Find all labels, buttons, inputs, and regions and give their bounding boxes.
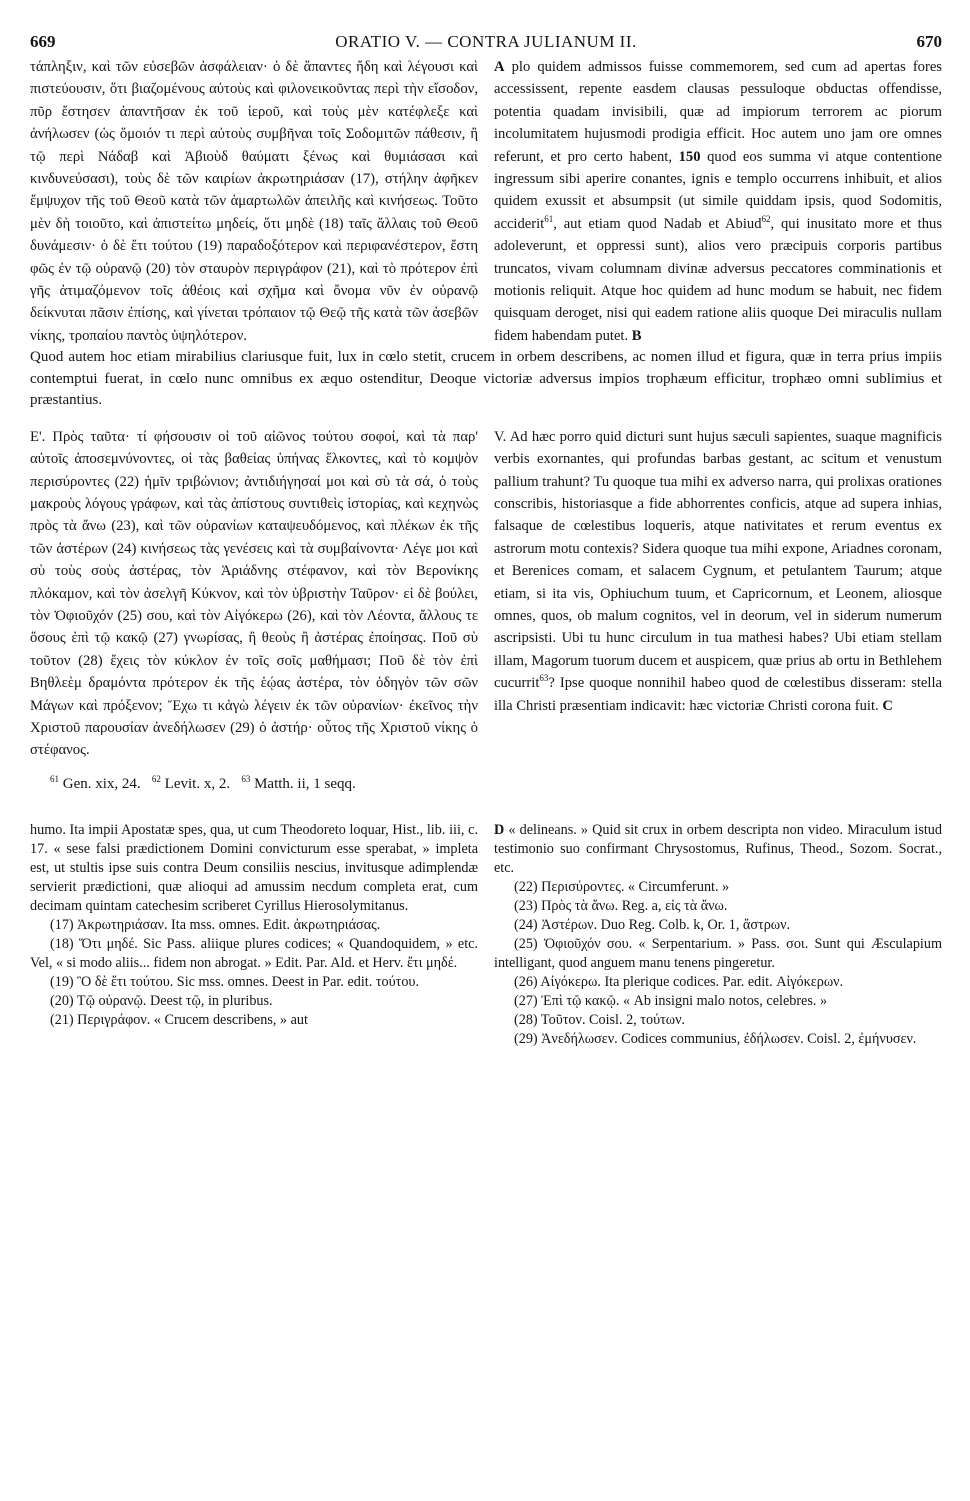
latin-text-1-part-1: plo quidem admissos fuisse commemorem, sed cum ad apertas fores accessissent, repente easdem clausas pessuloque obductas offendisse, potentia quadam invisibili, quæ ad impiorum terrorem ac piorum incolumitatem hujusmodi prodigia efficit. Hoc autem uno jam ore omnes referunt, et pro certo habent, [494, 59, 942, 165]
ref-text-62: Levit. x, 2. [164, 775, 231, 792]
note-paragraph: (26) Αἰγόκερω. Ita plerique codices. Par. edit. Αἰγόκερων. [514, 973, 844, 990]
page [30, 22, 942, 1049]
ref-text-63: Matth. ii, 1 seqq. [254, 775, 356, 792]
critical-notes [30, 821, 942, 1049]
note-text: « delineans. » Quid sit crux in orbem descripta non video. Miraculum istud testimonio suo confirmant Chrysostomus, Rufinus, Theod., Sozom. Socrat., etc. [494, 821, 942, 876]
section-2-columns [30, 426, 942, 762]
footnote-ref-63: 63 [539, 673, 549, 684]
note-paragraph: humo. Ita impii Apostatæ spes, qua, ut cum Theodoreto loquar, Hist., lib. iii, c. 17. « sese falsi prædictionem Domini convicturum esse sperabat, » impleta est, ut stultis ipse suis contra Deum consiliis nescius, invitusque adimplendæ servierit prædictioni, quæ alioqui ad amussim necdum completa erat, cum decimam quintam catechesim scriberet Cyrillus Hierosolymitanus. [30, 821, 478, 914]
greek-text-1: τάπληξιν, καὶ τῶν εὐσεβῶν ἀσφάλειαν· ὁ δὲ ἅπαντες ἤδη καὶ λέγουσι καὶ πιστεύουσιν, ὅτι βιαζομένους αὐτοὺς καὶ φιλονεικοῦντας περὶ τὴν εἴσοδον, πῦρ ἔστησεν ἀπαντῆσαν ἐκ τοῦ ἱεροῦ, καὶ τοὺς μὲν κατέφλεξε καὶ ἀνήλωσεν (ὡς ὅμοιόν τι περὶ αὐτοὺς συμβῆναι τοῖς Σοδομιτῶν πάθεσιν, ἢ τῷ περὶ Νάδαβ καὶ Ἀβιοὺδ θαύματι ξένως καὶ θυμιάσασι καὶ κινδυνεύσασι), τοὺς δὲ τῶν καιρίων ἀκρωτηριάσαν (17), στήλην ἀφῆκεν ἔμψυχον τῆς τοῦ Θεοῦ κατὰ τῶν ἁμαρτωλῶν ἀπειλῆς καὶ κινήσεως. Τοῦτο μὲν δὴ τοιοῦτο, καὶ ἀπιστείτω μηδείς, ὅτι μηδὲ (18) ταῖς ἄλλαις τοῦ Θεοῦ δυνάμεσιν· ὁ δὲ ἔτι τούτου (19) παραδοξότερον καὶ περιφανέστερον, ἔστη φῶς ἐν τῷ οὐρανῷ (20) τὸν σταυρὸν περιγράφον (21), καὶ τὸ πρότερον ἐπὶ γῆς ἀτιμαζόμενον τοῖς ἀθέοις καὶ σχῆμα καὶ ὄνομα νῦν ἐν οὐρανῷ δείκνυται πᾶσιν ἐπίσης, καὶ γίνεται τρόπαιον τῷ Θεῷ τῆς κατὰ τῶν ἀσεβῶν νίκης, τροπαίου παντὸς ὑψηλότερον. [30, 59, 478, 344]
note-paragraph: (23) Πρὸς τὰ ἄνω. Reg. a, εἰς τὰ ἄνω. [514, 897, 728, 914]
note-paragraph: (20) Τῷ οὐρανῷ. Deest τῷ, in pluribus. [50, 992, 273, 1009]
latin-text-1-part-3: , aut etiam quod Nadab et Abiud [553, 215, 762, 232]
margin-marker-a: A [494, 59, 505, 75]
footnote-ref-61: 61 [544, 213, 554, 224]
note-paragraph: (22) Περισύροντες. « Circumferunt. » [514, 878, 730, 895]
note-paragraph: (18) Ὅτι μηδέ. Sic Pass. aliique plures codices; « Quandoquidem, » etc. Vel, « si modo aliis... fidem non abrogat. » Edit. Par. Ald. et Herv. ἔτι μηδέ. [30, 935, 478, 971]
latin-text-1 [494, 56, 942, 347]
note-paragraph: (28) Τοῦτον. Coisl. 2, τούτων. [514, 1011, 686, 1028]
column-number-150: 150 [678, 148, 701, 165]
footnote-ref-62: 62 [761, 213, 771, 224]
note-paragraph: (29) Ἀνεδήλωσεν. Codices communius, ἐδήλωσεν. Coisl. 2, ἐμήνυσεν. [514, 1030, 917, 1047]
margin-marker-b: B [631, 327, 642, 344]
note-paragraph [494, 821, 942, 878]
running-header [30, 22, 942, 56]
note-paragraph: (25) Ὀφιοῦχόν σου. « Serpentarium. » Pass. σοι. Sunt qui Æsculapium intelligant, quod anguem manu tenens pingeretur. [494, 935, 942, 971]
ref-number-61: 61 [50, 773, 59, 784]
margin-marker-c: C [882, 697, 893, 714]
margin-marker-d: D [494, 821, 505, 838]
latin-text-2-part-2: ? Ipse quoque nonnihil habeo quod de cœlestibus disseram: stella illa Christi præsentiam indicavit: hæc victoriæ Christi corona fuit. [494, 675, 942, 714]
scripture-references [50, 773, 942, 793]
notes-left-column [30, 821, 478, 1049]
latin-text-2-part-1: V. Ad hæc porro quid dicturi sunt hujus sæculi sapientes, suaque magnificis verbis exornantes, qui profundas barbas gestant, ac scitum et venustum pallium trahunt? Tu quoque tua mihi ex adverso narra, qui prolixas orationes conscribis, historiasque a fide abhorrentes conficis, atque ad supera inhias, falsaque de cœlestibus loqueris, atque nativitates et rerum eventus ex astrorum motu contexis? Sidera quoque tua mihi expone, Ariadnes coronam, et Berenices comam, et salacem Cygnum, et petulantem Taurum; atque etiam, si ita vis, Ophiuchum tuum, et Capricornum, et Leonem, aliosque omnes, quos, ob malum cognitos, vel in deorum, vel in siderum numerum ascripsisti. Ubi tu hunc circulum in tua mathesi habes? Ubi etiam stellam illam, Magorum tuorum ducem et auspicem, quæ prius ab ortu in Bethlehem cucurrit [494, 428, 942, 692]
latin-full-width-paragraph: Quod autem hoc etiam mirabilius clariusque fuit, lux in cœlo stetit, crucem in orbem describens, ac nomen illud et figura, quæ in terra prius impiis contemptui fuerat, in cœlo nunc omnibus ex æquo ostenditur, Deoque victoriæ adversus impios trophæum efficitur, trophæo omni sublimius et præstantius. [30, 349, 942, 409]
latin-text-2 [494, 426, 942, 762]
note-paragraph: (19) Ὃ δὲ ἔτι τούτου. Sic mss. omnes. Deest in Par. edit. τούτου. [50, 973, 419, 990]
note-paragraph: (27) Ἐπὶ τῷ κακῷ. « Ab insigni malo notos, celebres. » [514, 992, 828, 1009]
latin-text-1-part-4: , qui inusitato more et thus adoleverunt, et oppressi sunt), alios vero præcipuis corporis partibus truncatos, vivam columnam divinæ adversus peccatores comminationis et motionis reliquit. Atque hoc quidem ad hunc modum se habuit, nec fidem quisquam deroget, nisi qui eadem ratione aliis quoque Dei miraculis nullam fidem habendam putet. [494, 215, 942, 344]
note-paragraph: (24) Ἀστέρων. Duo Reg. Colb. k, Or. 1, ἄστρων. [514, 916, 791, 933]
notes-right-column [494, 821, 942, 1049]
greek-text-2: Ε'. Πρὸς ταῦτα· τί φήσουσιν οἱ τοῦ αἰῶνος τούτου σοφοί, καὶ τὰ παρ' αὐτοῖς ἀποσεμνύνοντες, οἱ τὰς βαθείας ὑπήνας ἕλκοντες, καὶ τὸ κομψὸν περισύροντες (22) ἡμῖν τριβώνιον; ἀντιδιήγησαί μοι καὶ σὺ τὰ σά, ὁ τοὺς μακροὺς λόγους γράφων, καὶ τὰς ἀπίστους συντιθεὶς ἱστορίας, καὶ κεχηνὼς πρὸς τὰ ἄνω (23), καὶ τῶν οὐρανίων καταψευδόμενος, καὶ πλέκων ἐκ τῆς τῶν ἀστέρων (24) κινήσεως τὰς γενέσεις καὶ τὰ συμβαίνοντα· Λέγε μοι καὶ σὺ τοὺς σοὺς ἀστέρας, τὸν Ἀριάδνης στέφανον, καὶ τὸν Βερονίκης πλόκαμον, καὶ τὸν ἀσελγῆ Κύκνον, καὶ τὸν ὑβριστὴν Ταῦρον· εἰ δὲ βούλει, τὸν Ὀφιοῦχόν (25) σου, καὶ τὸν Αἰγόκερω (26), καὶ τὸν Λέοντα, ἄλλους τε ὅσους ἐπὶ τῷ κακῷ (27) γνωρίσας, ἢ θεοὺς ἢ ἀστέρας ἐποίησας. Ποῦ σὺ τοῦτον (28) ἔχεις τὸν κύκλον ἐν τοῖς σοῖς μαθήμασι; Ποῦ δὲ τὸν ἐπὶ Βηθλεὲμ δραμόντα πρότερον ἐκ τῆς ἑῴας ἀστέρα, τὸν ὁδηγὸν τῶν σῶν Μάγων καὶ πρόξενον; Ἔχω τι κἀγὼ λέγειν ἐκ τῶν οὐρανίων· ἐκεῖνος τὴν Χριστοῦ παρουσίαν ἀνεδήλωσεν (29) ὁ ἀστήρ· οὗτος τῆς Χριστοῦ νίκης ὁ στέφανος. [30, 428, 478, 759]
section-1-columns [30, 56, 942, 347]
note-paragraph: (21) Περιγράφον. « Crucem describens, » aut [50, 1011, 308, 1028]
running-title: ORATIO V. — CONTRA JULIANUM II. [335, 32, 637, 51]
latin-text-1-part-2: quod eos summa vi atque contentione ingressum sibi aperire conantes, ignis e templo occurrens inhibuit, et alios quidem exussit et absumpsit (ut simile quiddam ipsis, quod Sodomitis, acciderit [494, 148, 943, 232]
note-paragraph: (17) Ἀκρωτηριάσαν. Ita mss. omnes. Edit. ἀκρωτηριάσας. [50, 916, 381, 933]
ref-number-63: 63 [241, 773, 251, 784]
ref-text-61: Gen. xix, 24. [62, 775, 141, 792]
ref-number-62: 62 [151, 773, 161, 784]
page-number-right: 670 [916, 32, 942, 51]
page-number-left: 669 [30, 32, 56, 51]
